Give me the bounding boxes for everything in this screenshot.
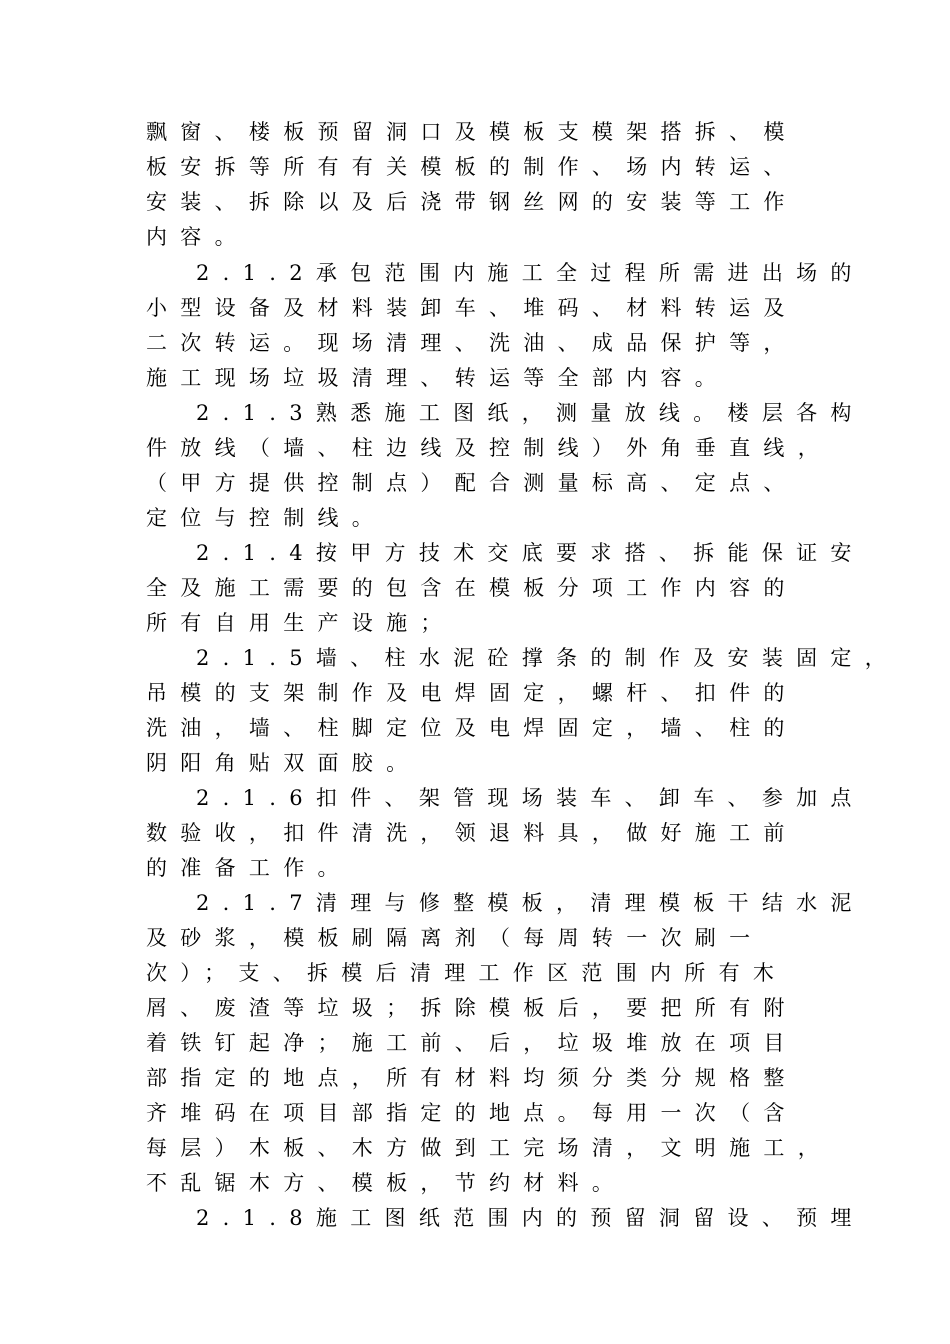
clause-2-1-5: 2.1.5墙、柱水泥砼撑条的制作及安装固定，: [196, 646, 900, 670]
text-line: 安装、拆除以及后浇带钢丝网的安装等工作: [146, 190, 798, 214]
text-line: 屑、废渣等垃圾；拆除模板后，要把所有附: [146, 996, 798, 1020]
text-line: 次）；支、拆模后清理工作区范围内所有木: [146, 961, 788, 985]
clause-2-1-3: 2.1.3熟悉施工图纸，测量放线。楼层各构: [196, 401, 865, 425]
text-line: 定位与控制线。: [146, 506, 387, 530]
text-line: 飘窗、楼板预留洞口及模板支模架搭拆、模: [146, 120, 798, 144]
text-line: 洗油，墙、柱脚定位及电焊固定，墙、柱的: [146, 716, 798, 740]
text-line: 的准备工作。: [146, 856, 352, 880]
text-line: 所有自用生产设施；: [146, 611, 455, 635]
text-line: 部指定的地点，所有材料均须分类分规格整: [146, 1066, 798, 1090]
text-line: 施工现场垃圾清理、转运等全部内容。: [146, 366, 730, 390]
text-line: 全及施工需要的包含在模板分项工作内容的: [146, 576, 798, 600]
text-line: 内容。: [146, 225, 249, 249]
text-line: 小型设备及材料装卸车、堆码、材料转运及: [146, 296, 798, 320]
text-line: 件放线（墙、柱边线及控制线）外角垂直线，: [146, 436, 832, 460]
text-line: 每层）木板、木方做到工完场清，文明施工，: [146, 1136, 832, 1160]
text-line: 吊模的支架制作及电焊固定，螺杆、扣件的: [146, 681, 798, 705]
clause-2-1-2: 2.1.2承包范围内施工全过程所需进出场的: [196, 261, 865, 285]
text-line: 板安拆等所有有关模板的制作、场内转运、: [146, 155, 798, 179]
clause-2-1-8: 2.1.8施工图纸范围内的预留洞留设、预埋: [196, 1206, 865, 1230]
text-line: （甲方提供控制点）配合测量标高、定点、: [146, 471, 798, 495]
clause-2-1-7: 2.1.7清理与修整模板，清理模板干结水泥: [196, 891, 865, 915]
text-line: 着铁钉起净；施工前、后，垃圾堆放在项目: [146, 1031, 798, 1055]
text-line: 二次转运。现场清理、洗油、成品保护等，: [146, 331, 798, 355]
text-line: 不乱锯木方、模板，节约材料。: [146, 1171, 627, 1195]
text-line: 阴阳角贴双面胶。: [146, 751, 421, 775]
text-line: 数验收，扣件清洗，领退料具，做好施工前: [146, 821, 798, 845]
text-line: 及砂浆，模板刷隔离剂（每周转一次刷一: [146, 926, 764, 950]
clause-2-1-6: 2.1.6扣件、架管现场装车、卸车、参加点: [196, 786, 865, 810]
text-line: 齐堆码在项目部指定的地点。每用一次（含: [146, 1101, 798, 1125]
clause-2-1-4: 2.1.4按甲方技术交底要求搭、拆能保证安: [196, 541, 865, 565]
